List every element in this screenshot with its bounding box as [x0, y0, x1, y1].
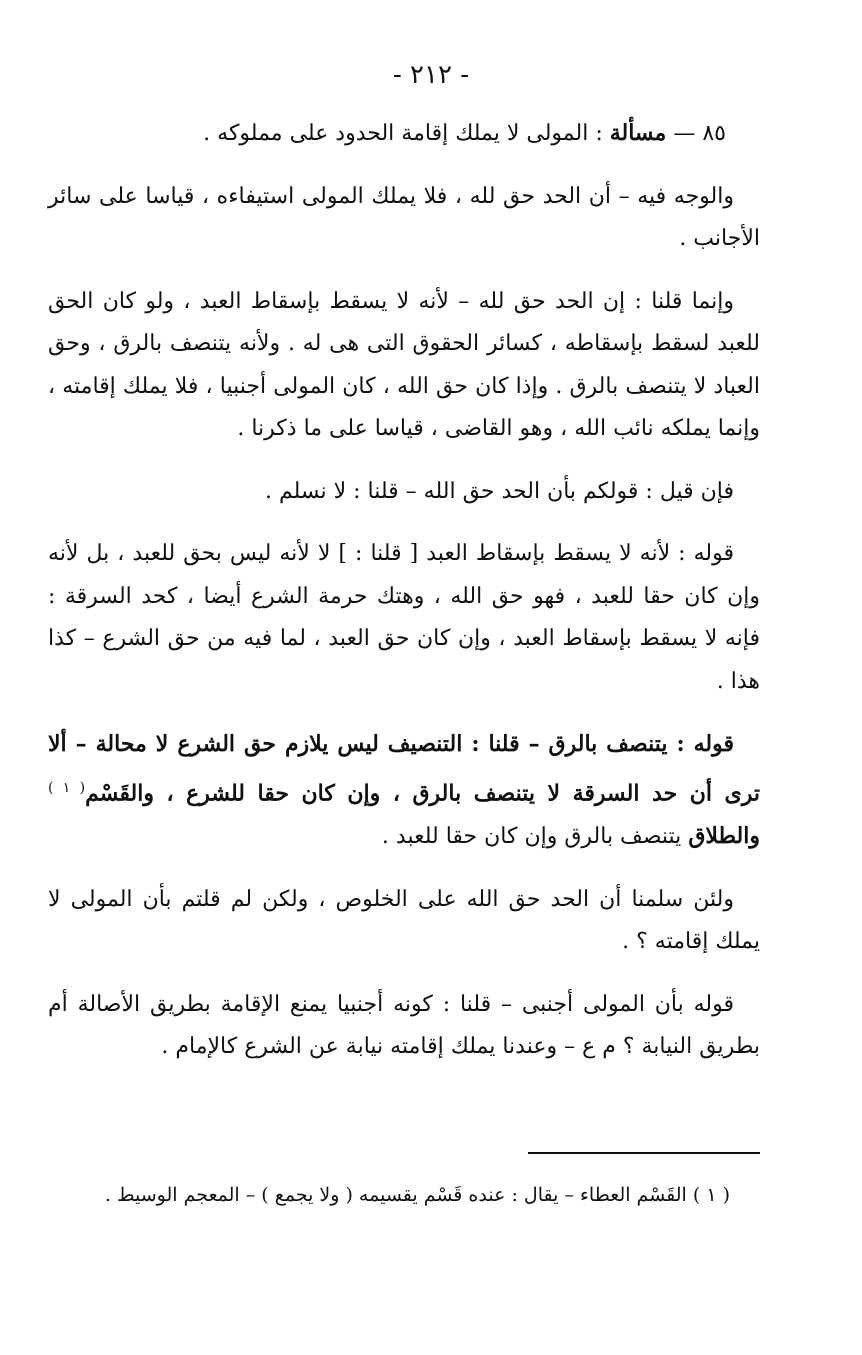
- page-number: - ٢١٢ -: [392, 60, 470, 90]
- paragraph-3: فإن قيل : قولكم بأن الحد حق الله – قلنا : لا نسلم .: [264, 478, 734, 504]
- paragraph-6: ولئن سلمنا أن الحد حق الله على الخلوص ، ولكن لم قلتم بأن المولى لا يملك إقامته ؟ .: [48, 886, 760, 955]
- issue-label: مسألة: [609, 120, 667, 146]
- paragraph-1: والوجه فيه – أن الحد حق لله ، فلا يملك المولى استيفاءه ، قياسا على سائر الأجانب .: [48, 183, 760, 251]
- paragraph-5: [48, 723, 760, 859]
- footnote: ( ١ ) القَسْم العطاء – يقال : عنده قَسْم يقسيمه ( ولا يجمع ) – المعجم الوسيط .: [104, 1184, 730, 1206]
- main-text: [48, 112, 760, 1089]
- paragraph-4: قوله : لأنه لا يسقط بإسقاط العبد [ قلنا : ] لا لأنه ليس بحق للعبد ، بل لأنه وإن كان حقا للعبد ، فهو حق الله ، وهتك حرمة الشرع أيضا ، كحد السرقة : فإنه لا يسقط بإسقاط العبد ، وإن كان حق العبد ، لما فيه من حق الشرع – كذا هذا .: [48, 541, 760, 694]
- issue-text: : المولى لا يملك إقامة الحدود على مملوكه .: [203, 121, 610, 146]
- issue-number: ٨٥ —: [666, 121, 726, 146]
- footnote-separator: [528, 1152, 760, 1154]
- issue-heading: [48, 112, 760, 156]
- paragraph-7: قوله بأن المولى أجنبى – قلنا : كونه أجنبيا يمنع الإقامة بطريق الأصالة أم بطريق النيابة ؟ م ع – وعندنا يملك إقامته نيابة عن الشرع كالإمام .: [48, 991, 760, 1060]
- footnote-reference: ( ١ ): [48, 779, 86, 796]
- paragraph-5-bold-end: والطلاق: [688, 823, 760, 850]
- paragraph-5-regular: يتنصف بالرق وإن كان حقا للعبد .: [381, 824, 689, 850]
- paragraph-5-bold: قوله : يتنصف بالرق – قلنا : التنصيف ليس يلازم حق الشرع لا محالة – ألا ترى أن حد السرقة لا يتنصف بالرق ، وإن كان حقا للشرع ، والقَسْم: [48, 731, 760, 806]
- paragraph-2: وإنما قلنا : إن الحد حق لله – لأنه لا يسقط بإسقاط العبد ، ولو كان الحق للعبد لسقط بإسقاطه ، كسائر الحقوق التى هى له . ولأنه يتنصف بالرق ، وحق العباد لا يتنصف بالرق . وإذا كان حق الله ، كان المولى أجنبيا ، فلا يملك إقامته ، وإنما يملكه نائب الله ، وهو القاضى ، قياسا على ما ذكرنا .: [48, 288, 760, 441]
